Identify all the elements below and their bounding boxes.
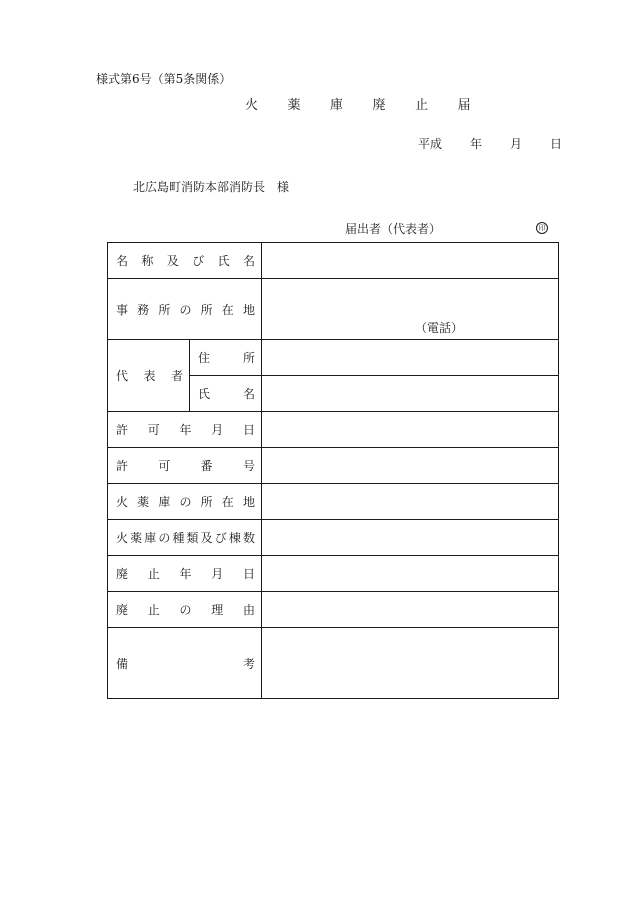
table-row (108, 340, 559, 376)
table-row (108, 628, 559, 699)
label-text: 氏 名 (198, 387, 255, 401)
notification-form-table (107, 242, 559, 699)
value-abolition-reason[interactable] (262, 592, 559, 628)
label-representative (108, 340, 190, 412)
label-rep-address (190, 340, 262, 376)
label-text: 火 薬 庫 の 所 在 地 (116, 495, 255, 509)
date-line (418, 135, 562, 152)
table-row (108, 243, 559, 279)
label-permit-number (108, 448, 262, 484)
applicant-label: 届出者（代表者） (345, 222, 442, 236)
label-abolition-date (108, 556, 262, 592)
title-char: 庫 (330, 98, 344, 113)
date-day-label: 日 (550, 137, 563, 151)
label-text: 廃 止 年 月 日 (116, 567, 255, 581)
label-text: 許 可 年 月 日 (116, 423, 255, 437)
value-rep-name[interactable] (262, 376, 559, 412)
title-char: 止 (415, 98, 429, 113)
label-text: 名 称 及 び 氏 名 (116, 254, 255, 268)
date-month-label: 月 (510, 137, 523, 151)
value-permit-number[interactable] (262, 448, 559, 484)
value-magazine-type-count[interactable] (262, 520, 559, 556)
label-text: 住 所 (198, 351, 255, 365)
value-magazine-location[interactable] (262, 484, 559, 520)
form-number: 様式第6号（第5条関係） (96, 72, 232, 86)
label-permit-date (108, 412, 262, 448)
value-name[interactable] (262, 243, 559, 279)
label-text: 代 表 者 (116, 369, 183, 383)
table-row (108, 484, 559, 520)
value-office[interactable] (262, 279, 559, 340)
table-row (108, 279, 559, 340)
table-row (108, 556, 559, 592)
title-char: 薬 (287, 98, 302, 113)
value-permit-date[interactable] (262, 412, 559, 448)
label-text: 事 務 所 の 所 在 地 (116, 302, 255, 317)
table-row (108, 412, 559, 448)
title-char: 届 (457, 98, 472, 113)
label-text: 火 薬 庫 の 種 類 及 び 棟 数 (116, 531, 255, 545)
value-remarks[interactable] (262, 628, 559, 699)
phone-label: （電話） (415, 321, 464, 335)
document-title (245, 94, 471, 113)
label-text: 廃 止 の 理 由 (116, 603, 255, 617)
date-year-label: 年 (470, 137, 483, 151)
seal-mark: 印 (536, 222, 548, 234)
label-remarks (108, 628, 262, 699)
title-char: 火 (245, 98, 259, 113)
value-abolition-date[interactable] (262, 556, 559, 592)
table-row (108, 448, 559, 484)
title-char: 廃 (372, 98, 387, 113)
label-abolition-reason (108, 592, 262, 628)
date-era: 平成 (418, 137, 443, 151)
label-office (108, 279, 262, 340)
label-rep-name (190, 376, 262, 412)
value-rep-address[interactable] (262, 340, 559, 376)
table-row (108, 592, 559, 628)
recipient: 北広島町消防本部消防長 様 (133, 180, 290, 194)
label-magazine-location (108, 484, 262, 520)
label-text: 許 可 番 号 (116, 459, 255, 473)
label-magazine-type-count (108, 520, 262, 556)
label-name (108, 243, 262, 279)
table-row (108, 520, 559, 556)
label-text: 備 考 (116, 656, 255, 671)
